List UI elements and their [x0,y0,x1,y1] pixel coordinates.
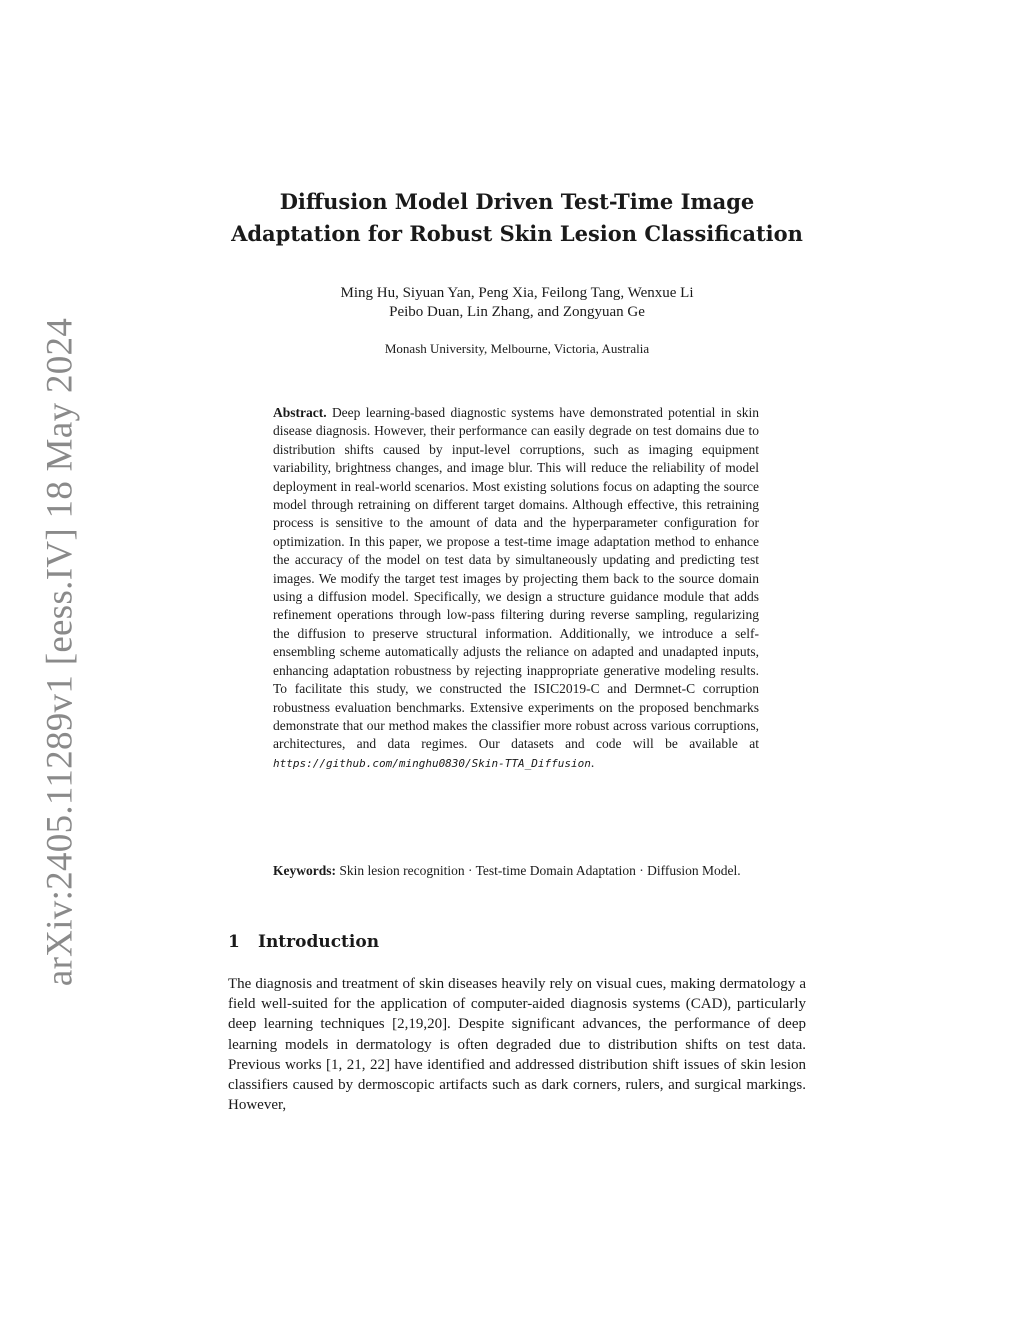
author-line-2: Peibo Duan, Lin Zhang, and Zongyuan Ge [389,304,645,320]
code-url-link[interactable]: https://github.com/minghu0830/Skin-TTA_Diffusion [273,756,591,770]
author-line-1: Ming Hu, Siyuan Yan, Peng Xia, Feilong Tang, Wenxue Li [340,285,694,301]
author-list [228,284,806,322]
section-title: Introduction [258,932,380,952]
abstract-end: . [590,754,595,770]
paper-title: Diffusion Model Driven Test-Time Image Adaptation for Robust Skin Lesion Classification [231,189,803,246]
keywords-text: Skin lesion recognition · Test-time Domain Adaptation · Diffusion Model. [339,863,741,878]
abstract [273,404,759,773]
section-number: 1 [228,932,240,952]
arxiv-identifier-stamp: arXiv:2405.11289v1 [eess.IV] 18 May 2024 [39,317,81,987]
introduction-paragraph: The diagnosis and treatment of skin diseases heavily rely on visual cues, making dermatology a field well-suited for the application of computer-aided diagnosis systems (CAD), particularly deep learning techniques [2,19,20]. Despite significant advances, the performance of deep learning models in dermatology is often degraded due to distribution shifts on test data. Previous works [1, 21, 22] have identified and addressed distribution shift issues of skin lesion classifiers caused by dermoscopic artifacts such as dark corners, rulers, and surgical markings. However, [228,976,806,1114]
keywords-label: Keywords: [273,863,336,878]
abstract-label: Abstract. [273,405,327,420]
abstract-text: Deep learning-based diagnostic systems have demonstrated potential in skin disease diagnosis. However, their performance can easily degrade on test domains due to distribution shifts caused by input-level corruptions, such as imaging equipment variability, brightness changes, and image blur. This will reduce the reliability of model deployment in real-world scenarios. Most existing solutions focus on adapting the source model through retraining on different target domains. Although effective, this retraining process is sensitive to the amount of data and the hyperparameter configuration for optimization. In this paper, we propose a test-time image adaptation method to enhance the accuracy of the model on test data by simultaneously updating and predicting test images. We modify the target test images by projecting them back to the source domain using a diffusion model. Specifically, we design a structure guidance module that adds refinement operations through low-pass filtering during reverse sampling, regularizing the diffusion to preserve structural information. Additionally, we introduce a self-ensembling scheme automatically adjusts the reliance on adapted and unadapted inputs, enhancing adaptation robustness by rejecting inappropriate generative modeling results. To facilitate this study, we constructed the ISIC2019-C and Dermnet-C corruption robustness evaluation benchmarks. Extensive experiments on the proposed benchmarks demonstrate that our method makes the classifier more robust across various corruptions, architectures, and data regimes. Our datasets and code will be available at [273,405,759,752]
affiliation: Monash University, Melbourne, Victoria, Australia [384,341,650,356]
keywords [273,862,759,880]
section-heading-introduction [228,930,806,954]
